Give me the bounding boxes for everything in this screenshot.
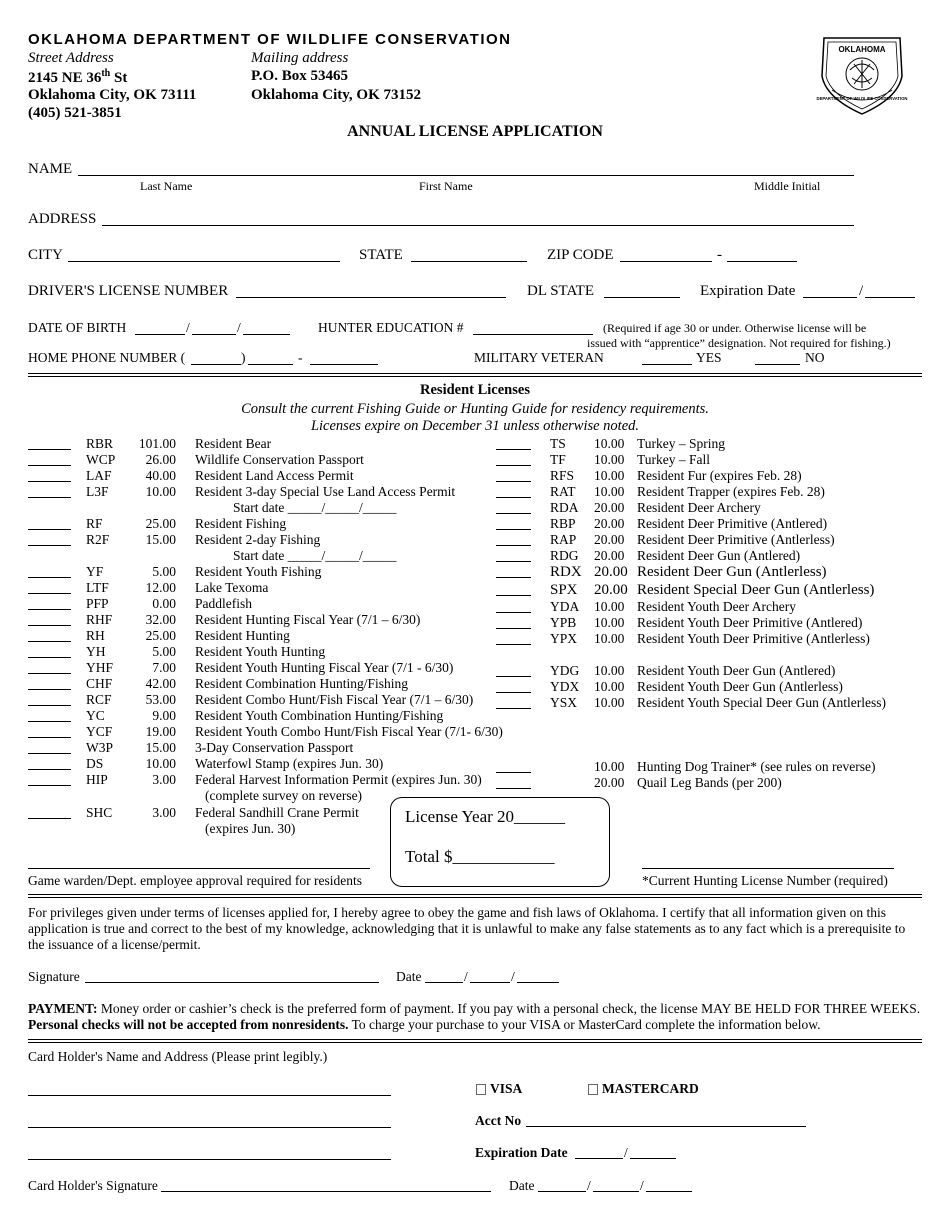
license-code: RDA bbox=[550, 500, 579, 515]
mastercard-option[interactable]: MASTERCARD bbox=[588, 1081, 699, 1097]
license-price: 15.00 bbox=[145, 532, 176, 547]
license-price: 3.00 bbox=[152, 772, 176, 787]
license-description: Lake Texoma bbox=[195, 580, 269, 595]
license-code: LAF bbox=[86, 468, 112, 483]
payment-text: PAYMENT: Money order or cashier’s check is the preferred form of payment. If you pay with a personal check, the license MAY BE HELD FOR THREE WEEKS. Personal checks will not be accepted from nonresidents. To charge your purchase to your VISA or MasterCard complete the information below. bbox=[28, 1001, 921, 1032]
license-quantity-line[interactable] bbox=[496, 664, 531, 677]
license-code: PFP bbox=[86, 596, 109, 611]
license-description: (expires Jun. 30) bbox=[205, 821, 296, 836]
military-no-label: NO bbox=[805, 350, 825, 365]
license-price: 10.00 bbox=[594, 679, 625, 694]
license-price: 10.00 bbox=[594, 468, 625, 483]
license-quantity-line[interactable] bbox=[496, 583, 531, 596]
dl-state-label: DL STATE bbox=[527, 283, 594, 299]
expiry-note: Licenses expire on December 31 unless otherwise noted. bbox=[310, 418, 640, 434]
license-description: Resident Combination Hunting/Fishing bbox=[195, 676, 409, 691]
license-code: YDX bbox=[550, 679, 580, 694]
svg-text:DEPARTMENT OF WILDLIFE CONSERV: DEPARTMENT OF WILDLIFE CONSERVATION bbox=[816, 96, 908, 101]
home-phone-dash: - bbox=[298, 350, 303, 365]
card-holder-sig-line[interactable] bbox=[161, 1179, 491, 1192]
license-quantity-line[interactable] bbox=[496, 517, 531, 530]
license-code: RF bbox=[86, 516, 103, 531]
license-description: Resident Youth Fishing bbox=[195, 564, 322, 579]
home-phone-label: HOME PHONE NUMBER ( bbox=[28, 350, 186, 365]
card-holder-line-3[interactable] bbox=[28, 1147, 391, 1160]
license-code: DS bbox=[86, 756, 104, 771]
license-quantity-line[interactable] bbox=[496, 680, 531, 693]
dl-exp-slash: / bbox=[859, 283, 864, 299]
dl-number-label: DRIVER'S LICENSE NUMBER bbox=[28, 283, 229, 299]
card-holder-line-2[interactable] bbox=[28, 1115, 391, 1128]
hunting-license-caption: *Current Hunting License Number (required) bbox=[642, 873, 888, 888]
license-code: RBP bbox=[550, 516, 576, 531]
license-quantity-line[interactable] bbox=[28, 613, 71, 626]
license-quantity-line[interactable] bbox=[28, 629, 71, 642]
license-price: 53.00 bbox=[145, 692, 176, 707]
hunter-ed-input-line[interactable] bbox=[473, 322, 593, 335]
total-field[interactable]: Total $____________ bbox=[405, 847, 555, 866]
license-quantity-line[interactable] bbox=[496, 616, 531, 629]
license-quantity-line[interactable] bbox=[496, 501, 531, 514]
license-quantity-line[interactable] bbox=[496, 453, 531, 466]
section-divider-3 bbox=[28, 1039, 922, 1043]
license-price: 9.00 bbox=[152, 708, 176, 723]
card-date-slash-2: / bbox=[640, 1178, 644, 1193]
military-no-line[interactable] bbox=[755, 352, 800, 365]
zip-label: ZIP CODE bbox=[547, 247, 614, 263]
license-description: 3-Day Conservation Passport bbox=[195, 740, 354, 755]
state-input-line[interactable] bbox=[411, 249, 527, 262]
license-price: 20.00 bbox=[594, 532, 625, 547]
license-description: Resident Hunting bbox=[195, 628, 290, 643]
card-exp-label: Expiration Date bbox=[475, 1145, 568, 1160]
license-price: 19.00 bbox=[145, 724, 176, 739]
license-price: 10.00 bbox=[594, 631, 625, 646]
license-description: Resident Deer Gun (Antlerless) bbox=[637, 564, 827, 580]
signature-date-day[interactable] bbox=[470, 970, 510, 983]
street-address-label: Street Address bbox=[28, 50, 114, 66]
license-description: Resident Youth Deer Primitive (Antlered) bbox=[637, 615, 863, 630]
home-phone-paren: ) bbox=[241, 350, 246, 365]
dl-expiration-label: Expiration Date bbox=[700, 283, 796, 299]
street-address-line: 2145 NE 36th St bbox=[28, 68, 128, 86]
military-yes-label: YES bbox=[696, 350, 722, 365]
license-quantity-line[interactable] bbox=[496, 565, 531, 578]
license-quantity-line[interactable] bbox=[28, 533, 71, 546]
license-description: Resident Fur (expires Feb. 28) bbox=[637, 468, 802, 483]
home-phone-prefix-line[interactable] bbox=[248, 352, 293, 365]
license-quantity-line[interactable] bbox=[28, 469, 71, 482]
license-quantity-line[interactable] bbox=[28, 485, 71, 498]
license-description: Turkey – Fall bbox=[637, 452, 711, 467]
license-description: Wildlife Conservation Passport bbox=[195, 452, 364, 467]
signature-date-label: Date bbox=[396, 969, 422, 984]
state-label: STATE bbox=[359, 247, 403, 263]
dl-state-input-line[interactable] bbox=[604, 285, 680, 298]
form-title: ANNUAL LICENSE APPLICATION bbox=[347, 123, 603, 140]
name-label: NAME bbox=[28, 161, 73, 177]
license-quantity-line[interactable] bbox=[28, 437, 71, 450]
license-quantity-line[interactable] bbox=[496, 549, 531, 562]
license-description: Resident 3-day Special Use Land Access Permit bbox=[195, 484, 456, 499]
card-date-month[interactable] bbox=[538, 1179, 586, 1192]
license-code: LTF bbox=[86, 580, 109, 595]
license-description: Resident Youth Combination Hunting/Fishing bbox=[195, 708, 444, 723]
card-holder-line-1[interactable] bbox=[28, 1083, 391, 1096]
certification-text: For privileges given under terms of licenses applied for, I hereby agree to obey the game and fish laws of Oklahoma. I certify that all information given on this application is true and correct to the best of my knowledge, acknowledging that it is unlawful to make any false statements as to any fact which is a prerequisite to the issuance of a license/permit. bbox=[28, 905, 906, 952]
license-code: CHF bbox=[86, 676, 113, 691]
license-price: 10.00 bbox=[594, 484, 625, 499]
city-input-line[interactable] bbox=[68, 249, 340, 262]
license-description: Resident Land Access Permit bbox=[195, 468, 354, 483]
license-year-box bbox=[390, 797, 610, 887]
license-code: RH bbox=[86, 628, 105, 643]
dob-month-line[interactable] bbox=[135, 322, 185, 335]
license-description: Resident Deer Gun (Antlered) bbox=[637, 548, 801, 563]
card-date-slash-1: / bbox=[587, 1178, 591, 1193]
license-description: Resident Deer Primitive (Antlerless) bbox=[637, 532, 835, 547]
license-price: 32.00 bbox=[145, 612, 176, 627]
license-code: TS bbox=[550, 436, 566, 451]
hunting-license-number-line[interactable] bbox=[642, 856, 894, 869]
license-quantity-line[interactable] bbox=[28, 517, 71, 530]
dl-number-input-line[interactable] bbox=[236, 285, 506, 298]
license-description: (complete survey on reverse) bbox=[205, 788, 363, 803]
license-price: 101.00 bbox=[138, 436, 176, 451]
signature-line[interactable] bbox=[85, 970, 379, 983]
license-code: YDA bbox=[550, 599, 580, 614]
middle-initial-caption: Middle Initial bbox=[754, 179, 821, 193]
license-code: YSX bbox=[550, 695, 578, 710]
acct-no-line[interactable] bbox=[526, 1114, 806, 1127]
license-price: 0.00 bbox=[152, 596, 176, 611]
svg-text:OKLAHOMA: OKLAHOMA bbox=[838, 45, 886, 54]
license-code: YHF bbox=[86, 660, 114, 675]
license-price: 15.00 bbox=[145, 740, 176, 755]
odwc-seal-logo bbox=[814, 30, 910, 116]
phone-number: (405) 521-3851 bbox=[28, 105, 122, 121]
hunter-ed-note-1: (Required if age 30 or under. Otherwise license will be bbox=[603, 321, 867, 335]
license-price: 5.00 bbox=[152, 644, 176, 659]
license-description: Start date _____/_____/_____ bbox=[233, 548, 397, 563]
residency-note: Consult the current Fishing Guide or Hunting Guide for residency requirements. bbox=[241, 401, 709, 417]
license-code: YC bbox=[86, 708, 105, 723]
license-description: Resident Youth Deer Primitive (Antlerless) bbox=[637, 631, 870, 646]
license-quantity-line[interactable] bbox=[28, 677, 71, 690]
card-holder-sig-label: Card Holder's Signature bbox=[28, 1178, 158, 1193]
license-quantity-line[interactable] bbox=[496, 469, 531, 482]
license-description: Federal Sandhill Crane Permit bbox=[195, 805, 359, 820]
license-description: Resident Youth Combo Hunt/Fish Fiscal Year (7/1- 6/30) bbox=[195, 724, 503, 739]
license-quantity-line[interactable] bbox=[496, 760, 531, 773]
license-description: Resident Fishing bbox=[195, 516, 287, 531]
dob-slash-1: / bbox=[186, 320, 190, 335]
name-input-line[interactable] bbox=[78, 163, 854, 176]
home-phone-area-line[interactable] bbox=[191, 352, 241, 365]
license-price: 10.00 bbox=[594, 759, 625, 774]
license-price: 10.00 bbox=[594, 695, 625, 710]
signature-date-month[interactable] bbox=[425, 970, 463, 983]
license-code: YH bbox=[86, 644, 106, 659]
license-price: 10.00 bbox=[594, 452, 625, 467]
license-description: Resident Bear bbox=[195, 436, 272, 451]
license-code: YDG bbox=[550, 663, 580, 678]
dob-day-line[interactable] bbox=[192, 322, 236, 335]
seal-icon bbox=[814, 30, 910, 116]
street-city: Oklahoma City, OK 73111 bbox=[28, 87, 197, 103]
mailing-box: P.O. Box 53465 bbox=[251, 68, 348, 84]
license-price: 20.00 bbox=[594, 548, 625, 563]
military-yes-line[interactable] bbox=[642, 352, 692, 365]
license-price: 25.00 bbox=[145, 628, 176, 643]
license-code: SHC bbox=[86, 805, 113, 820]
license-price: 42.00 bbox=[145, 676, 176, 691]
license-quantity-line[interactable] bbox=[28, 661, 71, 674]
hunter-ed-note-2: issued with “apprentice” designation. Not required for fishing.) bbox=[587, 336, 891, 350]
last-name-caption: Last Name bbox=[140, 179, 193, 193]
license-quantity-line[interactable] bbox=[28, 757, 71, 770]
license-code: RHF bbox=[86, 612, 113, 627]
card-date-day[interactable] bbox=[593, 1179, 639, 1192]
dob-label: DATE OF BIRTH bbox=[28, 320, 127, 335]
license-code: RAP bbox=[550, 532, 577, 547]
license-description: Hunting Dog Trainer* (see rules on reverse) bbox=[637, 759, 876, 774]
license-quantity-line[interactable] bbox=[28, 453, 71, 466]
license-price: 5.00 bbox=[152, 564, 176, 579]
mailing-address-label: Mailing address bbox=[251, 50, 349, 66]
mailing-city: Oklahoma City, OK 73152 bbox=[251, 87, 422, 103]
card-date-year[interactable] bbox=[646, 1179, 692, 1192]
approval-caption: Game warden/Dept. employee approval required for residents bbox=[28, 873, 362, 888]
card-exp-month[interactable] bbox=[575, 1146, 623, 1159]
license-code: RFS bbox=[550, 468, 575, 483]
license-code: RDG bbox=[550, 548, 579, 563]
license-description: Quail Leg Bands (per 200) bbox=[637, 775, 782, 790]
license-price: 3.00 bbox=[152, 805, 176, 820]
license-code: YCF bbox=[86, 724, 113, 739]
acct-no-label: Acct No bbox=[475, 1113, 522, 1128]
sig-date-slash-2: / bbox=[511, 969, 515, 984]
resident-licenses-title: Resident Licenses bbox=[420, 382, 530, 398]
first-name-caption: First Name bbox=[419, 179, 473, 193]
card-date-label: Date bbox=[509, 1178, 535, 1193]
dl-exp-year-line[interactable] bbox=[865, 285, 915, 298]
license-quantity-line[interactable] bbox=[28, 709, 71, 722]
license-code: HIP bbox=[86, 772, 108, 787]
license-quantity-line[interactable] bbox=[496, 533, 531, 546]
license-price: 20.00 bbox=[594, 500, 625, 515]
card-exp-year[interactable] bbox=[630, 1146, 676, 1159]
license-code: YF bbox=[86, 564, 104, 579]
license-price: 25.00 bbox=[145, 516, 176, 531]
license-description: Resident Youth Hunting bbox=[195, 644, 326, 659]
license-year-field[interactable]: License Year 20______ bbox=[405, 807, 566, 826]
license-price: 12.00 bbox=[145, 580, 176, 595]
license-price: 10.00 bbox=[594, 663, 625, 678]
license-price: 40.00 bbox=[145, 468, 176, 483]
license-description: Resident Hunting Fiscal Year (7/1 – 6/30) bbox=[195, 612, 421, 627]
section-divider bbox=[28, 373, 922, 377]
license-quantity-line[interactable] bbox=[28, 565, 71, 578]
license-price: 7.00 bbox=[152, 660, 176, 675]
license-code: R2F bbox=[86, 532, 110, 547]
license-description: Resident Youth Deer Archery bbox=[637, 599, 796, 614]
license-quantity-line[interactable] bbox=[496, 437, 531, 450]
license-code: WCP bbox=[86, 452, 116, 467]
license-price: 10.00 bbox=[145, 484, 176, 499]
license-quantity-line[interactable] bbox=[496, 776, 531, 789]
dob-year-line[interactable] bbox=[243, 322, 290, 335]
license-code: TF bbox=[550, 452, 566, 467]
license-description: Turkey – Spring bbox=[637, 436, 726, 451]
license-code: RDX bbox=[550, 564, 582, 580]
license-price: 20.00 bbox=[594, 516, 625, 531]
license-price: 10.00 bbox=[594, 615, 625, 630]
license-quantity-line[interactable] bbox=[496, 696, 531, 709]
license-quantity-line[interactable] bbox=[28, 693, 71, 706]
visa-option[interactable]: VISA bbox=[476, 1081, 522, 1097]
section-divider-2 bbox=[28, 894, 922, 898]
license-price: 20.00 bbox=[594, 564, 628, 580]
license-code: L3F bbox=[86, 484, 109, 499]
license-description: Resident Youth Deer Gun (Antlered) bbox=[637, 663, 836, 678]
license-code: SPX bbox=[550, 581, 578, 598]
license-quantity-line[interactable] bbox=[28, 645, 71, 658]
license-description: Paddlefish bbox=[195, 596, 252, 611]
dl-exp-month-line[interactable] bbox=[803, 285, 857, 298]
license-code: RBR bbox=[86, 436, 114, 451]
zip-input-line[interactable] bbox=[620, 249, 712, 262]
license-quantity-line[interactable] bbox=[28, 581, 71, 594]
license-description: Federal Harvest Information Permit (expires Jun. 30) bbox=[195, 772, 482, 787]
card-exp-slash: / bbox=[624, 1145, 628, 1160]
license-description: Resident Combo Hunt/Fish Fiscal Year (7/1 – 6/30) bbox=[195, 692, 474, 707]
license-description: Resident Deer Primitive (Antlered) bbox=[637, 516, 828, 531]
address-input-line[interactable] bbox=[102, 213, 854, 226]
signature-label: Signature bbox=[28, 969, 80, 984]
license-code: W3P bbox=[86, 740, 113, 755]
license-quantity-line[interactable] bbox=[496, 632, 531, 645]
license-quantity-line[interactable] bbox=[28, 806, 71, 819]
address-label: ADDRESS bbox=[28, 211, 97, 227]
approval-signature-line[interactable] bbox=[28, 856, 370, 869]
license-price: 10.00 bbox=[145, 756, 176, 771]
license-code: RAT bbox=[550, 484, 576, 499]
zip-ext-input-line[interactable] bbox=[727, 249, 797, 262]
license-price: 10.00 bbox=[594, 599, 625, 614]
department-name: OKLAHOMA DEPARTMENT OF WILDLIFE CONSERVATION bbox=[28, 31, 512, 48]
signature-date-year[interactable] bbox=[517, 970, 559, 983]
license-description: Resident 2-day Fishing bbox=[195, 532, 321, 547]
city-label: CITY bbox=[28, 247, 63, 263]
license-quantity-line[interactable] bbox=[28, 741, 71, 754]
license-description: Waterfowl Stamp (expires Jun. 30) bbox=[195, 756, 384, 771]
sig-date-slash-1: / bbox=[464, 969, 468, 984]
license-description: Resident Trapper (expires Feb. 28) bbox=[637, 484, 825, 499]
home-phone-line-line[interactable] bbox=[310, 352, 378, 365]
zip-dash: - bbox=[717, 247, 722, 263]
license-description: Start date _____/_____/_____ bbox=[233, 500, 397, 515]
visa-checkbox[interactable] bbox=[476, 1084, 486, 1095]
license-quantity-line[interactable] bbox=[496, 485, 531, 498]
license-description: Resident Youth Special Deer Gun (Antlerless) bbox=[637, 695, 886, 710]
card-holder-label: Card Holder's Name and Address (Please print legibly.) bbox=[28, 1049, 328, 1064]
license-price: 20.00 bbox=[594, 581, 628, 598]
license-quantity-line[interactable] bbox=[28, 597, 71, 610]
license-price: 20.00 bbox=[594, 775, 625, 790]
license-code: YPX bbox=[550, 631, 578, 646]
license-price: 26.00 bbox=[145, 452, 176, 467]
license-description: Resident Special Deer Gun (Antlerless) bbox=[637, 581, 875, 598]
license-price: 10.00 bbox=[594, 436, 625, 451]
hunter-ed-label: HUNTER EDUCATION # bbox=[318, 320, 464, 335]
license-description: Resident Youth Hunting Fiscal Year (7/1 - 6/30) bbox=[195, 660, 454, 675]
license-quantity-line[interactable] bbox=[496, 600, 531, 613]
license-code: YPB bbox=[550, 615, 577, 630]
license-description: Resident Youth Deer Gun (Antlerless) bbox=[637, 679, 843, 694]
military-veteran-label: MILITARY VETERAN bbox=[474, 350, 604, 365]
mastercard-checkbox[interactable] bbox=[588, 1084, 598, 1095]
license-code: RCF bbox=[86, 692, 112, 707]
license-quantity-line[interactable] bbox=[28, 773, 71, 786]
dob-slash-2: / bbox=[237, 320, 241, 335]
license-description: Resident Deer Archery bbox=[637, 500, 761, 515]
license-quantity-line[interactable] bbox=[28, 725, 71, 738]
